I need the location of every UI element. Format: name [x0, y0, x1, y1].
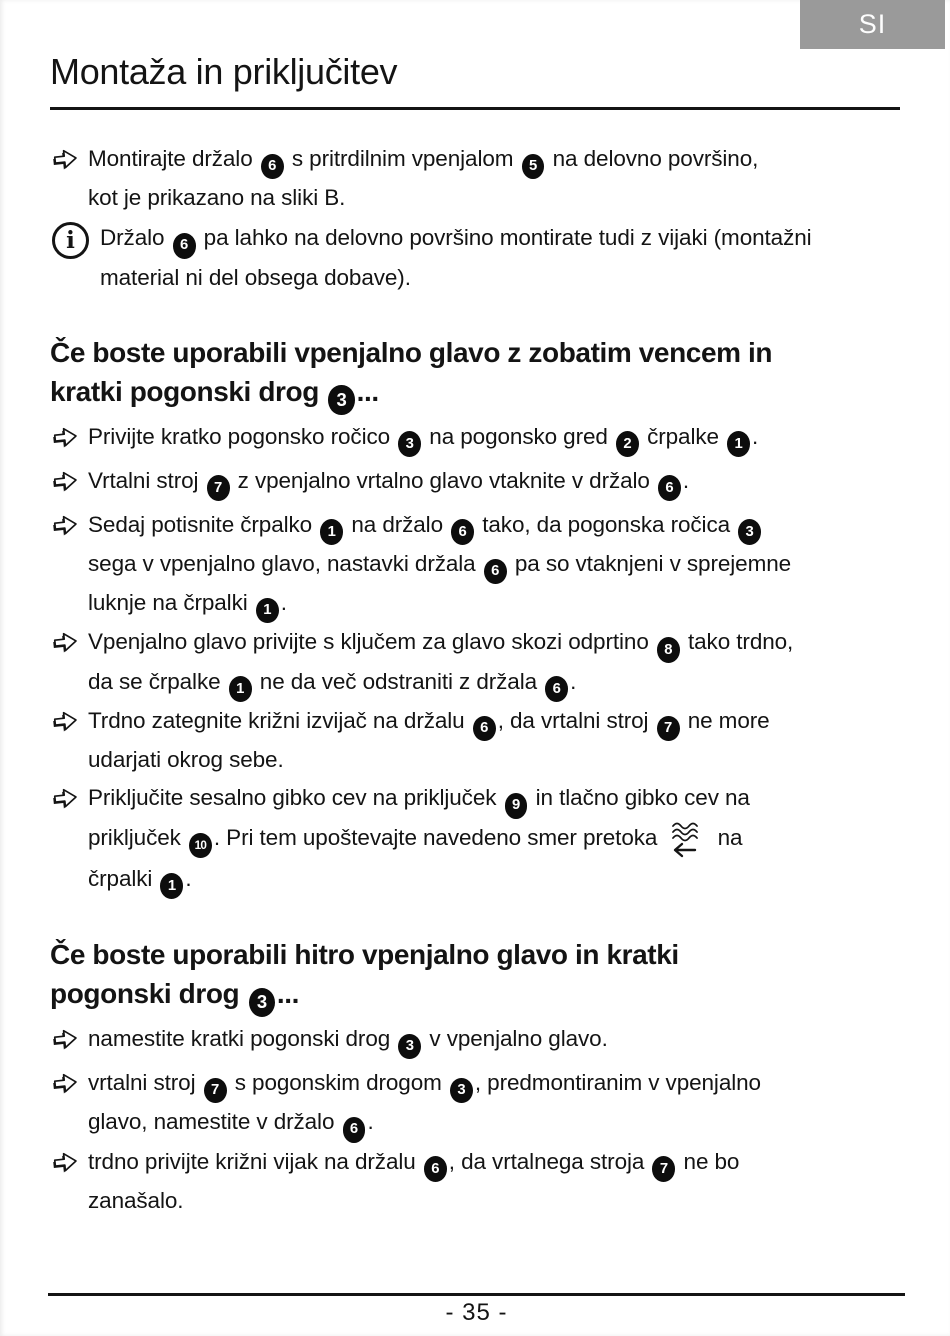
part-number-6-badge: 6 — [343, 1117, 366, 1143]
part-number-10-badge: 10 — [189, 833, 212, 859]
info-icon: i — [52, 222, 89, 259]
arrow-bullet-icon — [52, 623, 88, 702]
part-number-3-badge: 3 — [450, 1078, 473, 1104]
part-number-8-badge: 8 — [657, 637, 680, 663]
arrow-bullet-icon — [52, 1064, 88, 1143]
note-icon-column — [52, 219, 100, 296]
part-number-1-badge: 1 — [229, 676, 252, 702]
footer-divider — [48, 1293, 905, 1296]
part-number-1-badge: 1 — [727, 431, 750, 457]
page-footer — [48, 1293, 905, 1327]
part-number-7-badge: 7 — [207, 475, 230, 501]
part-number-3-badge: 3 — [398, 1034, 421, 1060]
instruction-step — [52, 1143, 934, 1220]
part-number-5-badge: 5 — [522, 154, 545, 180]
title-divider — [50, 107, 900, 110]
arrow-bullet-icon — [52, 462, 88, 506]
section-geared-chuck — [0, 333, 950, 899]
section-step-list — [0, 1020, 950, 1220]
part-number-6-badge: 6 — [261, 154, 284, 180]
part-number-7-badge: 7 — [204, 1078, 227, 1104]
arrow-bullet-icon — [52, 1143, 88, 1220]
part-number-6-badge: 6 — [545, 676, 568, 702]
page-title: Montaža in priključitev — [50, 51, 398, 92]
page-number: - 35 - — [445, 1299, 508, 1326]
section-step-list — [0, 418, 950, 899]
note-text: Držalo 6 pa lahko na delovno površino montirate tudi z vijaki (montažni material ni del obsega dobave). — [100, 225, 812, 290]
arrow-bullet-icon — [52, 702, 88, 779]
step-text: Priključite sesalno gibko cev na priključek 9 in tlačno gibko cev na priključek 10 . Pri tem upoštevajte navedeno smer pretoka na črpalki 1 . — [88, 779, 934, 899]
instruction-step — [52, 418, 934, 462]
instruction-step — [52, 1064, 934, 1143]
arrow-bullet-icon — [52, 140, 88, 217]
language-tab: SI — [800, 0, 945, 49]
step-text: Vpenjalno glavo privijte s ključem za glavo skozi odprtino 8 tako trdno, da se črpalke 1 ne da več odstraniti z držala 6 . — [88, 623, 934, 702]
part-number-6-badge: 6 — [484, 559, 507, 585]
flow-direction-icon — [668, 820, 706, 860]
intro-step-list — [0, 140, 950, 217]
part-number-7-badge: 7 — [657, 716, 680, 742]
info-note — [52, 219, 934, 296]
part-number-1-badge: 1 — [160, 873, 183, 899]
instruction-step — [52, 140, 934, 217]
section-quick-chuck — [0, 935, 950, 1220]
step-text: trdno privijte križni vijak na držalu 6 , da vrtalnega stroja 7 ne bo zanašalo. — [88, 1148, 740, 1213]
part-number-6-badge: 6 — [473, 716, 496, 742]
part-number-3-badge: 3 — [249, 988, 275, 1017]
arrow-bullet-icon — [52, 1020, 88, 1064]
part-number-2-badge: 2 — [616, 431, 639, 457]
instruction-step — [52, 702, 934, 779]
step-text: Privijte kratko pogonsko ročico 3 na pogonsko gred 2 črpalke 1 . — [88, 418, 934, 462]
instruction-step — [52, 462, 934, 506]
instruction-step — [52, 1020, 934, 1064]
arrow-bullet-icon — [52, 418, 88, 462]
part-number-9-badge: 9 — [505, 793, 528, 819]
instruction-step — [52, 623, 934, 702]
part-number-6-badge: 6 — [658, 475, 681, 501]
step-text: namestite kratki pogonski drog 3 v vpenjalno glavo. — [88, 1020, 934, 1064]
arrow-bullet-icon — [52, 779, 88, 899]
part-number-6-badge: 6 — [451, 519, 474, 545]
part-number-7-badge: 7 — [652, 1156, 675, 1182]
arrow-bullet-icon — [52, 506, 88, 624]
part-number-1-badge: 1 — [320, 519, 343, 545]
step-text: vrtalni stroj 7 s pogonskim drogom 3 , predmontiranim v vpenjalno glavo, namestite v držalo 6 . — [88, 1064, 934, 1143]
step-text: Trdno zategnite križni izvijač na držalu 6 , da vrtalni stroj 7 ne more udarjati okrog sebe. — [88, 708, 770, 773]
part-number-3-badge: 3 — [738, 519, 761, 545]
part-number-6-badge: 6 — [173, 233, 196, 259]
part-number-3-badge: 3 — [328, 385, 354, 414]
instruction-step — [52, 779, 934, 899]
instruction-step — [52, 506, 934, 624]
step-text: Montirajte držalo 6 s pritrdilnim vpenjalom 5 na delovno površino, kot je prikazano na sliki B. — [88, 146, 759, 211]
part-number-1-badge: 1 — [256, 598, 279, 624]
part-number-6-badge: 6 — [424, 1156, 447, 1182]
step-text: Vrtalni stroj 7 z vpenjalno vrtalno glavo vtaknite v držalo 6 . — [88, 462, 934, 506]
section-heading: Če boste uporabili vpenjalno glavo z zobatim vencem in kratki pogonski drog 3 ... — [50, 333, 925, 415]
part-number-3-badge: 3 — [398, 431, 421, 457]
step-text: Sedaj potisnite črpalko 1 na držalo 6 tako, da pogonska ročica 3 sega v vpenjalno glavo, nastavki držala 6 pa so vtaknjeni v sprejemne luknje na črpalki 1 . — [88, 506, 934, 624]
section-heading: Če boste uporabili hitro vpenjalno glavo in kratki pogonski drog 3 ... — [50, 935, 925, 1017]
